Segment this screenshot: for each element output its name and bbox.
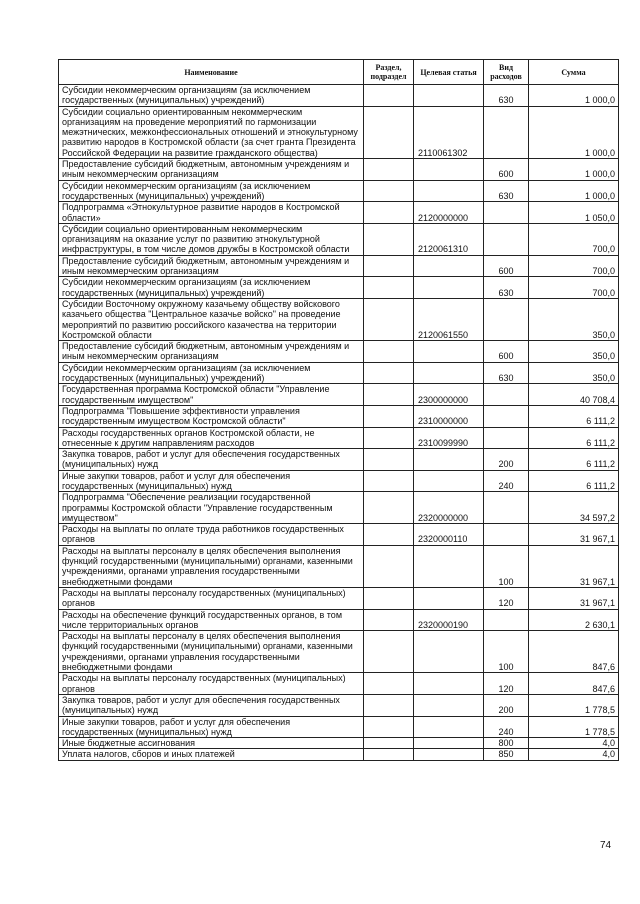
row-type: 240 <box>484 716 529 738</box>
row-sum: 1 778,5 <box>529 716 619 738</box>
table-row <box>59 427 619 449</box>
row-section <box>364 738 414 749</box>
row-name: Расходы на обеспечение функций государственных органов, в том числе территориальных органов <box>59 609 364 631</box>
row-section <box>364 180 414 202</box>
budget-table-sheet <box>58 59 618 761</box>
row-section <box>364 298 414 340</box>
row-type: 200 <box>484 694 529 716</box>
row-name: Предоставление субсидий бюджетным, автономным учреждениям и иным некоммерческим организациям <box>59 255 364 277</box>
row-type: 120 <box>484 673 529 695</box>
table-row <box>59 180 619 202</box>
table-row <box>59 85 619 107</box>
row-target <box>414 587 484 609</box>
row-target <box>414 449 484 471</box>
row-sum: 1 000,0 <box>529 180 619 202</box>
row-target <box>414 180 484 202</box>
row-target <box>414 673 484 695</box>
row-section <box>364 545 414 587</box>
row-target <box>414 85 484 107</box>
row-name: Иные закупки товаров, работ и услуг для обеспечения государственных (муниципальных) нужд <box>59 470 364 492</box>
row-section <box>364 427 414 449</box>
row-name: Закупка товаров, работ и услуг для обеспечения государственных (муниципальных) нужд <box>59 449 364 471</box>
row-name: Предоставление субсидий бюджетным, автономным учреждениям и иным некоммерческим организациям <box>59 159 364 181</box>
row-name: Субсидии Восточному окружному казачьему обществу войскового казачьего общества "Центральное казачье войско" на проведение мероприятий по развитию российского казачества на территории Костромской области <box>59 298 364 340</box>
row-type: 200 <box>484 449 529 471</box>
row-target: 2320000110 <box>414 524 484 546</box>
row-name: Расходы на выплаты по оплате труда работников государственных органов <box>59 524 364 546</box>
row-name: Субсидии социально ориентированным некоммерческим организациям на проведение мероприятий по гармонизации межэтнических, межконфессиональных отношений и этнокультурному развитию народов в Костромской области (за счет гранта Президента Российской Федерации на развитие гражданского общества) <box>59 106 364 158</box>
row-name: Иные бюджетные ассигнования <box>59 738 364 749</box>
row-type <box>484 384 529 406</box>
row-type: 630 <box>484 362 529 384</box>
row-target <box>414 694 484 716</box>
row-type: 800 <box>484 738 529 749</box>
table-row <box>59 587 619 609</box>
row-section <box>364 694 414 716</box>
row-target: 2310099990 <box>414 427 484 449</box>
table-row <box>59 470 619 492</box>
row-sum: 350,0 <box>529 362 619 384</box>
row-sum: 6 111,2 <box>529 470 619 492</box>
row-sum: 31 967,1 <box>529 587 619 609</box>
row-sum: 350,0 <box>529 298 619 340</box>
row-section <box>364 609 414 631</box>
row-type <box>484 405 529 427</box>
row-sum: 1 050,0 <box>529 202 619 224</box>
row-section <box>364 449 414 471</box>
row-sum: 700,0 <box>529 223 619 255</box>
row-section <box>364 587 414 609</box>
row-section <box>364 673 414 695</box>
row-name: Субсидии некоммерческим организациям (за исключением государственных (муниципальных) учреждений) <box>59 180 364 202</box>
row-name: Расходы государственных органов Костромской области, не отнесенные к другим направлениям расходов <box>59 427 364 449</box>
row-section <box>364 631 414 673</box>
table-row <box>59 449 619 471</box>
row-section <box>364 85 414 107</box>
row-target <box>414 749 484 760</box>
row-name: Расходы на выплаты персоналу государственных (муниципальных) органов <box>59 587 364 609</box>
row-target <box>414 470 484 492</box>
row-type: 630 <box>484 180 529 202</box>
row-sum: 40 708,4 <box>529 384 619 406</box>
row-target: 2300000000 <box>414 384 484 406</box>
row-sum: 847,6 <box>529 673 619 695</box>
table-row <box>59 492 619 524</box>
row-sum: 4,0 <box>529 738 619 749</box>
row-type: 850 <box>484 749 529 760</box>
row-sum: 6 111,2 <box>529 405 619 427</box>
row-target <box>414 631 484 673</box>
table-row <box>59 341 619 363</box>
row-name: Субсидии некоммерческим организациям (за исключением государственных (муниципальных) учреждений) <box>59 85 364 107</box>
table-row <box>59 255 619 277</box>
header-target: Целевая статья <box>414 60 484 85</box>
budget-table <box>58 59 619 761</box>
row-target <box>414 159 484 181</box>
row-section <box>364 384 414 406</box>
table-header-row <box>59 60 619 85</box>
row-section <box>364 524 414 546</box>
table-row <box>59 159 619 181</box>
row-target <box>414 341 484 363</box>
row-target: 2120000000 <box>414 202 484 224</box>
row-target <box>414 255 484 277</box>
row-name: Подпрограмма "Повышение эффективности управления государственным имуществом Костромской области" <box>59 405 364 427</box>
header-sum: Сумма <box>529 60 619 85</box>
table-row <box>59 223 619 255</box>
row-sum: 350,0 <box>529 341 619 363</box>
row-section <box>364 255 414 277</box>
row-sum: 6 111,2 <box>529 449 619 471</box>
table-body <box>59 85 619 761</box>
row-type: 100 <box>484 545 529 587</box>
row-sum: 1 000,0 <box>529 159 619 181</box>
row-name: Уплата налогов, сборов и иных платежей <box>59 749 364 760</box>
table-row <box>59 106 619 158</box>
row-type: 600 <box>484 159 529 181</box>
row-name: Закупка товаров, работ и услуг для обеспечения государственных (муниципальных) нужд <box>59 694 364 716</box>
row-target <box>414 277 484 299</box>
row-type <box>484 427 529 449</box>
table-row <box>59 277 619 299</box>
row-type: 120 <box>484 587 529 609</box>
row-type <box>484 524 529 546</box>
table-row <box>59 694 619 716</box>
row-sum: 1 000,0 <box>529 106 619 158</box>
row-name: Предоставление субсидий бюджетным, автономным учреждениям и иным некоммерческим организациям <box>59 341 364 363</box>
table-row <box>59 716 619 738</box>
row-type <box>484 492 529 524</box>
row-type <box>484 202 529 224</box>
row-section <box>364 405 414 427</box>
row-name: Подпрограмма "Обеспечение реализации государственной программы Костромской области "Управление государственным имуществом" <box>59 492 364 524</box>
row-target <box>414 545 484 587</box>
row-name: Государственная программа Костромской области "Управление государственным имуществом" <box>59 384 364 406</box>
row-type <box>484 298 529 340</box>
row-section <box>364 716 414 738</box>
table-row <box>59 405 619 427</box>
row-section <box>364 470 414 492</box>
row-type: 600 <box>484 341 529 363</box>
row-target: 2120061550 <box>414 298 484 340</box>
table-row <box>59 384 619 406</box>
row-target: 2320000000 <box>414 492 484 524</box>
row-type <box>484 609 529 631</box>
row-type: 100 <box>484 631 529 673</box>
table-row <box>59 749 619 760</box>
row-section <box>364 362 414 384</box>
row-name: Расходы на выплаты персоналу государственных (муниципальных) органов <box>59 673 364 695</box>
table-row <box>59 362 619 384</box>
row-type <box>484 106 529 158</box>
row-section <box>364 159 414 181</box>
row-type: 630 <box>484 85 529 107</box>
table-row <box>59 524 619 546</box>
row-target <box>414 716 484 738</box>
table-row <box>59 298 619 340</box>
row-target: 2320000190 <box>414 609 484 631</box>
row-section <box>364 106 414 158</box>
row-type: 240 <box>484 470 529 492</box>
row-name: Субсидии социально ориентированным некоммерческим организациям на оказание услуг по развитию этнокультурной инфраструктуры, в том числе домов дружбы в Костромской области <box>59 223 364 255</box>
row-target: 2310000000 <box>414 405 484 427</box>
row-sum: 700,0 <box>529 277 619 299</box>
row-sum: 1 000,0 <box>529 85 619 107</box>
row-sum: 4,0 <box>529 749 619 760</box>
row-name: Расходы на выплаты персоналу в целях обеспечения выполнения функций государственными (муниципальными) органами, казенными учреждениями, органами управления государственными внебюджетными фондами <box>59 631 364 673</box>
row-target <box>414 738 484 749</box>
row-target: 2110061302 <box>414 106 484 158</box>
table-row <box>59 545 619 587</box>
row-name: Субсидии некоммерческим организациям (за исключением государственных (муниципальных) учреждений) <box>59 362 364 384</box>
row-sum: 6 111,2 <box>529 427 619 449</box>
row-name: Субсидии некоммерческим организациям (за исключением государственных (муниципальных) учреждений) <box>59 277 364 299</box>
row-section <box>364 277 414 299</box>
row-section <box>364 202 414 224</box>
row-target <box>414 362 484 384</box>
row-sum: 31 967,1 <box>529 545 619 587</box>
row-type <box>484 223 529 255</box>
row-sum: 700,0 <box>529 255 619 277</box>
row-sum: 31 967,1 <box>529 524 619 546</box>
page-number: 74 <box>600 840 612 851</box>
row-name: Иные закупки товаров, работ и услуг для обеспечения государственных (муниципальных) нужд <box>59 716 364 738</box>
row-sum: 1 778,5 <box>529 694 619 716</box>
row-target: 2120061310 <box>414 223 484 255</box>
header-section: Раздел, подраздел <box>364 60 414 85</box>
row-type: 600 <box>484 255 529 277</box>
table-row <box>59 673 619 695</box>
row-name: Расходы на выплаты персоналу в целях обеспечения выполнения функций государственными (муниципальными) органами, казенными учреждениями, органами управления государственными внебюджетными фондами <box>59 545 364 587</box>
row-name: Подпрограмма «Этнокультурное развитие народов в Костромской области» <box>59 202 364 224</box>
row-section <box>364 749 414 760</box>
row-type: 630 <box>484 277 529 299</box>
table-row <box>59 609 619 631</box>
row-section <box>364 223 414 255</box>
table-row <box>59 202 619 224</box>
row-sum: 847,6 <box>529 631 619 673</box>
table-row <box>59 738 619 749</box>
row-sum: 2 630,1 <box>529 609 619 631</box>
row-sum: 34 597,2 <box>529 492 619 524</box>
header-type: Вид расходов <box>484 60 529 85</box>
row-section <box>364 492 414 524</box>
table-row <box>59 631 619 673</box>
row-section <box>364 341 414 363</box>
header-name: Наименование <box>59 60 364 85</box>
